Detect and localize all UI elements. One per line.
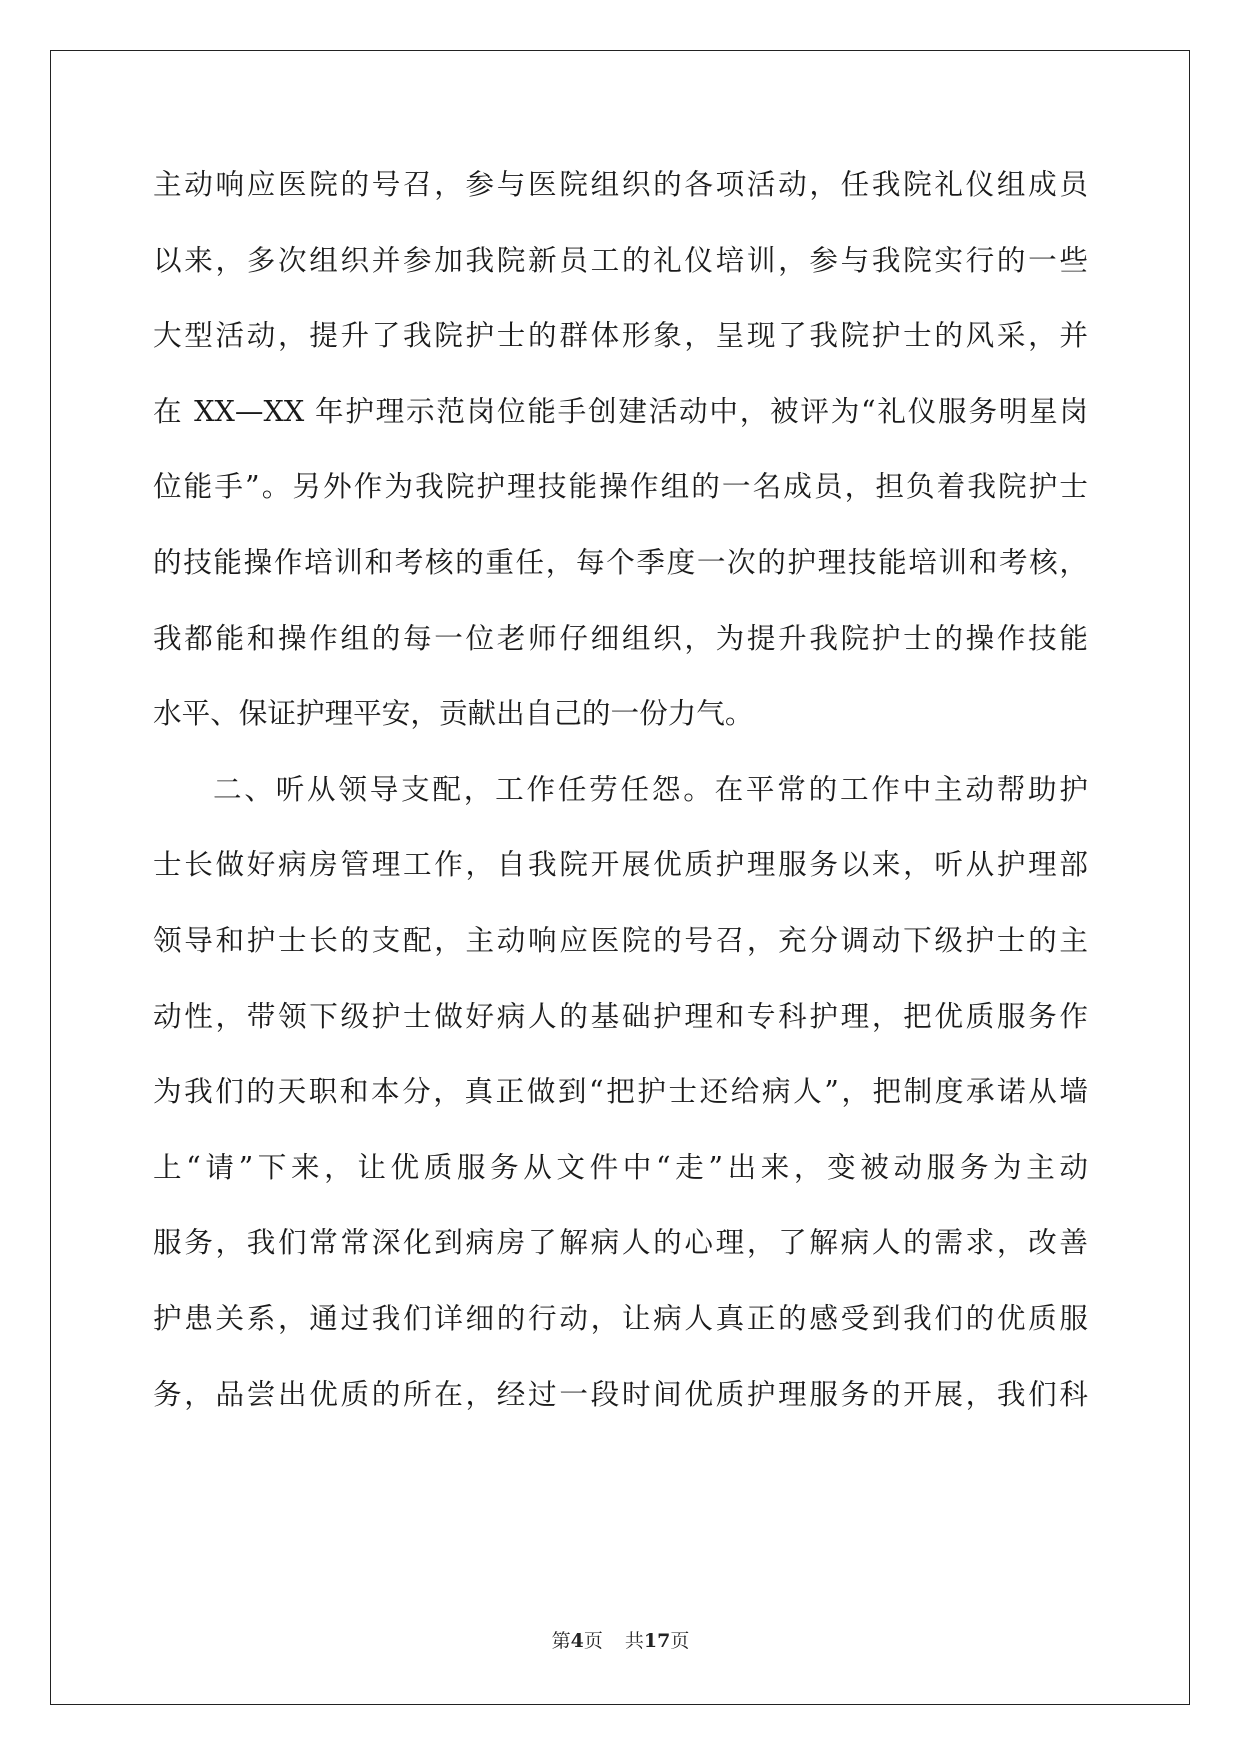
text-line: 主动响应医院的号召，参与医院组织的各项活动，任我院礼仪组成员: [153, 167, 1088, 201]
footer-total-prefix: 共: [624, 1630, 644, 1652]
text-line: 领导和护士长的支配，主动响应医院的号召，充分调动下级护士的主: [153, 922, 1088, 957]
footer-prefix: 第: [551, 1630, 571, 1652]
text-line: 服务，我们常常深化到病房了解病人的心理，了解病人的需求，改善: [153, 1225, 1088, 1260]
text-line: 在 XX—XX 年护理示范岗位能手创建活动中，被评为“礼仪服务明星岗: [153, 393, 1088, 428]
footer-total-suffix: 页: [670, 1630, 690, 1652]
text-line: 为我们的天职和本分，真正做到“把护士还给病人”，把制度承诺从墙: [153, 1074, 1088, 1109]
text-line: 动性，带领下级护士做好病人的基础护理和专科护理，把优质服务作: [153, 998, 1088, 1033]
page-footer: [0, 1628, 1241, 1654]
paragraph-end-line: 水平、保证护理平安，贡献出自己的一份力气。: [153, 696, 754, 731]
text-line: 护患关系，通过我们详细的行动，让病人真正的感受到我们的优质服: [153, 1300, 1088, 1335]
text-line: 士长做好病房管理工作，自我院开展优质护理服务以来，听从护理部: [153, 847, 1088, 882]
text-line: 上“请”下来，让优质服务从文件中“走”出来，变被动服务为主动: [153, 1149, 1088, 1184]
text-line: 以来，多次组织并参加我院新员工的礼仪培训，参与我院实行的一些: [153, 242, 1088, 277]
text-line: 务，品尝出优质的所在，经过一段时间优质护理服务的开展，我们科: [153, 1376, 1088, 1411]
text-line: 位能手”。另外作为我院护理技能操作组的一名成员，担负着我院护士: [153, 469, 1088, 504]
total-pages-number: 17: [643, 1630, 671, 1652]
footer-page-suffix: 页: [583, 1630, 603, 1652]
current-page-number: 4: [570, 1630, 584, 1652]
text-line: 的技能操作培训和考核的重任，每个季度一次的护理技能培训和考核，: [153, 544, 1088, 579]
document-body: [153, 162, 1088, 1447]
paragraph-start-line: 二、听从领导支配，工作任劳任怨。在平常的工作中主动帮助护: [213, 771, 1088, 806]
text-line: 大型活动，提升了我院护士的群体形象，呈现了我院护士的风采，并: [153, 318, 1088, 353]
text-line: 我都能和操作组的每一位老师仔细组织，为提升我院护士的操作技能: [153, 620, 1088, 655]
